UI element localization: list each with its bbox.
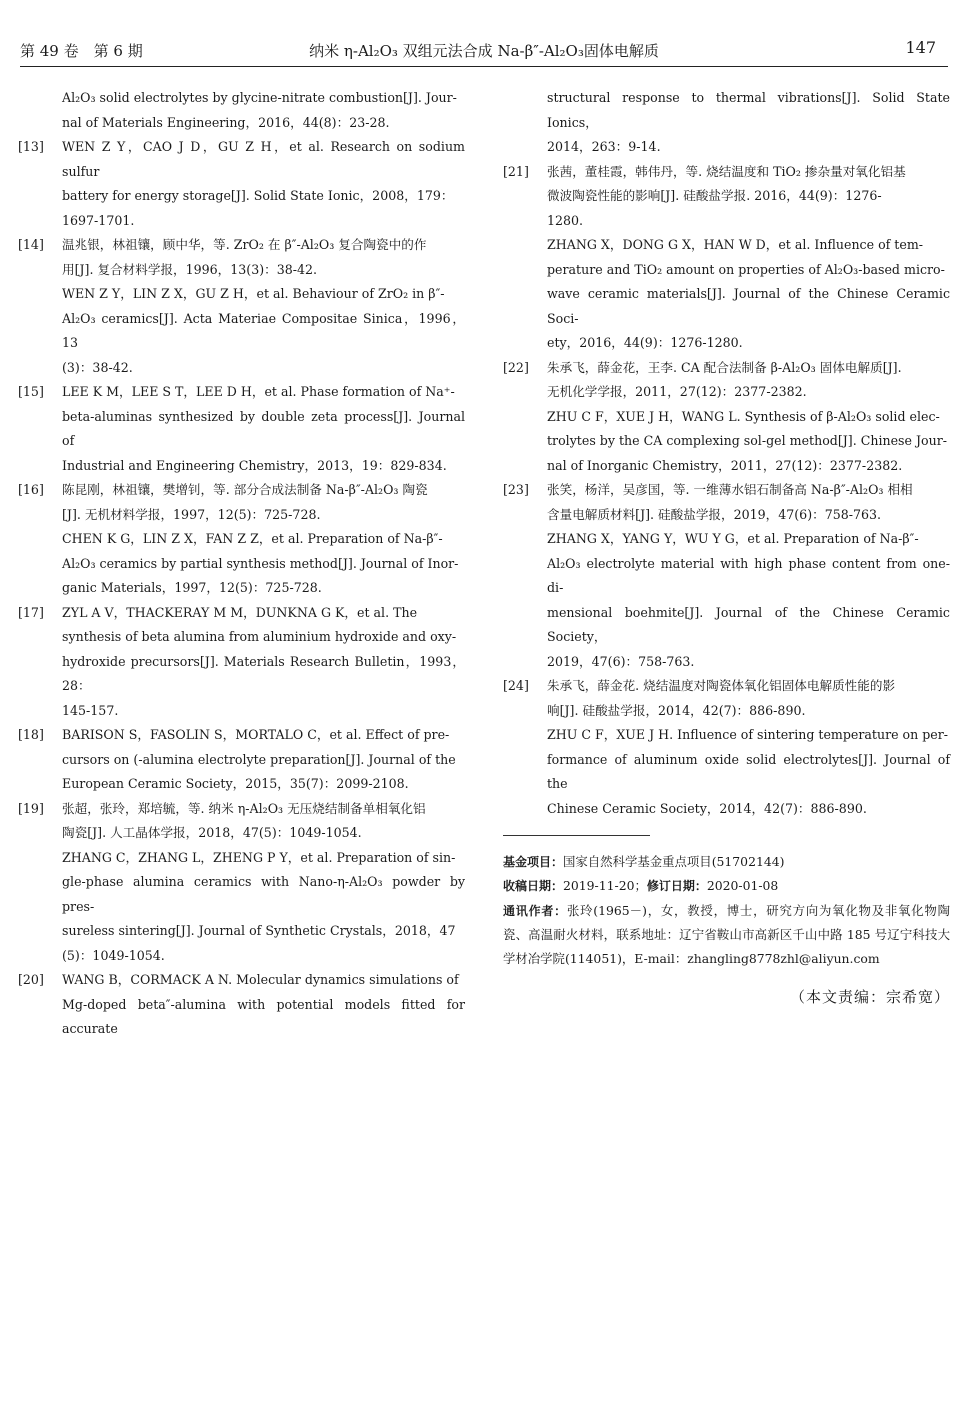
- reference-line: 145-157.: [62, 702, 119, 718]
- reference-list-right: [503, 86, 950, 821]
- reference-item: [18, 601, 465, 724]
- reference-line: hydroxide precursors[J]. Materials Research Bulletin，1993，28：: [62, 653, 465, 693]
- funding-label: 基金项目：: [503, 855, 564, 869]
- author-label: 通讯作者：: [503, 903, 567, 918]
- journal-volume-issue: 第 49 卷 第 6 期: [20, 42, 143, 60]
- page-number: 147: [905, 38, 936, 57]
- reference-line: 张笑，杨洋，吴彦国，等. 一维薄水铝石制备高 Na-β″-Al₂O₃ 相相: [547, 482, 913, 497]
- reference-line: ZHANG X，DONG G X，HAN W D，et al. Influence of tem-: [547, 237, 924, 252]
- author-note: [503, 899, 950, 972]
- reference-line: Al₂O₃ ceramics by partial synthesis method[J]. Journal of Inor-: [62, 555, 459, 571]
- reference-line: battery for energy storage[J]. Solid State Ionic，2008，179：: [62, 188, 454, 203]
- reference-number: [24]: [503, 678, 529, 693]
- reference-line: ZHANG X，YANG Y，WU Y G，et al. Preparation of Na-β″-: [547, 531, 919, 546]
- reference-line: (5)：1049-1054.: [62, 947, 165, 963]
- reference-line: synthesis of beta alumina from aluminium hydroxide and oxy-: [62, 629, 457, 644]
- reference-line: Chinese Ceramic Society，2014，42(7)：886-890.: [547, 800, 867, 816]
- reference-line: European Ceramic Society，2015，35(7)：2099-2108.: [62, 776, 409, 791]
- reference-number: [20]: [18, 972, 44, 987]
- received-label: 收稿日期：: [503, 879, 564, 894]
- reference-line: WANG B，CORMACK A N. Molecular dynamics simulations of: [62, 972, 459, 987]
- left-column: [18, 86, 465, 1042]
- reference-line: ganic Materials，1997，12(5)：725-728.: [62, 580, 322, 595]
- reference-item: [503, 674, 950, 821]
- reference-line: 张超，张玲，郑培毓，等. 纳米 η-Al₂O₃ 无压烧结制备单相氧化铝: [62, 800, 426, 816]
- reference-line: WEN Z Y，LIN Z X，GU Z H，et al. Behaviour of ZrO₂ in β″-: [62, 286, 445, 301]
- reference-number: [21]: [503, 163, 529, 179]
- page-header: [20, 36, 948, 67]
- reference-line: 陈昆刚，林祖镶，樊增钊，等. 部分合成法制备 Na-β″-Al₂O₃ 陶瓷: [62, 482, 428, 497]
- reference-line: 1697-1701.: [62, 212, 135, 228]
- reference-line: Al₂O₃ electrolyte material with high phase content from one-di-: [547, 555, 950, 595]
- reference-line: CHEN K G，LIN Z X，FAN Z Z，et al. Preparation of Na-β″-: [62, 531, 443, 546]
- reference-line: WEN Z Y，CAO J D，GU Z H，et al. Research on sodium sulfur: [62, 139, 465, 179]
- reference-number: [22]: [503, 359, 529, 375]
- reference-line: 朱承飞，薛金花，王李. CA 配合法制备 β-Al₂O₃ 固体电解质[J].: [547, 359, 902, 375]
- reference-line: cursors on (-alumina electrolyte preparation[J]. Journal of the: [62, 751, 456, 767]
- reference-line: ZHANG C，ZHANG L，ZHENG P Y，et al. Preparation of sin-: [62, 849, 456, 865]
- editor-note: （本文责编：宗希宽）: [789, 988, 950, 1007]
- reference-line: mensional boehmite[J]. Journal of the Chinese Ceramic Society，: [547, 604, 950, 644]
- reference-line: LEE K M，LEE S T，LEE D H，et al. Phase formation of Na⁺-: [62, 384, 455, 399]
- funding-note: [503, 850, 950, 874]
- reference-line: beta-aluminas synthesized by double zeta process[J]. Journal of: [62, 408, 465, 448]
- reference-line: Al₂O₃ ceramics[J]. Acta Materiae Compositae Sinica，1996，13: [62, 310, 465, 350]
- reference-line: 2014，263：9-14.: [547, 139, 661, 154]
- reference-number: [18]: [18, 727, 44, 742]
- reference-line: gle-phase alumina ceramics with Nano-η-Al₂O₃ powder by pres-: [62, 874, 465, 914]
- reference-line: Al₂O₃ solid electrolytes by glycine-nitrate combustion[J]. Jour-: [62, 90, 457, 105]
- reference-line: sureless sintering[J]. Journal of Synthetic Crystals，2018，47: [62, 923, 456, 938]
- footnote-divider: [503, 835, 650, 836]
- revised-date: 2020-01-08: [706, 878, 779, 894]
- reference-line: 微波陶瓷性能的影响[J]. 硅酸盐学报. 2016，44(9)：1276-: [547, 188, 882, 203]
- reference-item: [18, 797, 465, 969]
- reference-line: [J]. 无机材料学报，1997，12(5)：725-728.: [62, 506, 321, 522]
- reference-line: 温兆银，林祖镶，顾中华，等. ZrO₂ 在 β″-Al₂O₃ 复合陶瓷中的作: [62, 237, 427, 252]
- dates-note: [503, 874, 950, 898]
- funding-value: 国家自然科学基金重点项目(51702144): [563, 854, 785, 869]
- reference-line: 无机化学学报，2011，27(12)：2377-2382.: [547, 384, 807, 399]
- reference-line: Mg-doped beta″-alumina with potential models fitted for accurate: [62, 996, 465, 1036]
- reference-line: BARISON S，FASOLIN S，MORTALO C，et al. Effect of pre-: [62, 727, 450, 742]
- reference-line: 陶瓷[J]. 人工晶体学报，2018，47(5)：1049-1054.: [62, 825, 362, 840]
- reference-line: 张茜，董桂霞，韩伟丹，等. 烧结温度和 TiO₂ 掺杂量对氧化铝基: [547, 163, 906, 179]
- reference-line: Industrial and Engineering Chemistry，2013，19：829-834.: [62, 457, 447, 473]
- reference-line: structural response to thermal vibrations[J]. Solid State Ionics，: [547, 90, 950, 130]
- reference-item: [18, 723, 465, 797]
- reference-item: [18, 380, 465, 478]
- reference-line: ZHU C F，XUE J H，WANG L. Synthesis of β-Al₂O₃ solid elec-: [547, 408, 940, 424]
- reference-line: (3)：38-42.: [62, 359, 133, 375]
- reference-number: [19]: [18, 800, 44, 816]
- reference-line: 1280.: [547, 212, 584, 228]
- reference-line: ety，2016，44(9)：1276-1280.: [547, 335, 743, 350]
- running-title: 纳米 η-Al₂O₃ 双组元法合成 Na-β″-Al₂O₃固体电解质: [309, 42, 659, 60]
- author-value: 张玲(1965－)，女，教授，博士，研究方向为氧化物及非氧化物陶瓷、高温耐火材料，联系地址：辽宁省鞍山市高新区千山中路 185 号辽宁科技大学材冶学院(114051)，E-mail：zhangling8778zhl@aliyun.com: [503, 902, 950, 967]
- reference-line: perature and TiO₂ amount on properties of Al₂O₃-based micro-: [547, 261, 945, 277]
- reference-number: [14]: [18, 237, 44, 252]
- reference-line: 2019，47(6)：758-763.: [547, 653, 695, 669]
- reference-line: 朱承飞，薛金花. 烧结温度对陶瓷体氧化铝固体电解质性能的影: [547, 678, 896, 693]
- reference-item: [503, 86, 950, 160]
- reference-item: [18, 478, 465, 601]
- reference-item: [18, 135, 465, 233]
- reference-number: [17]: [18, 604, 44, 620]
- reference-number: [15]: [18, 384, 44, 399]
- reference-line: ZYL A V，THACKERAY M M，DUNKNA G K，et al. The: [62, 604, 418, 620]
- reference-line: 含量电解质材料[J]. 硅酸盐学报，2019，47(6)：758-763.: [547, 506, 882, 522]
- reference-item: [503, 160, 950, 356]
- reference-item: [503, 478, 950, 674]
- reference-line: wave ceramic materials[J]. Journal of the Chinese Ceramic Soci-: [547, 286, 950, 326]
- revised-label: 修订日期：: [646, 879, 707, 894]
- reference-line: nal of Inorganic Chemistry，2011，27(12)：2377-2382.: [547, 457, 903, 473]
- reference-line: ZHU C F，XUE J H. Influence of sintering temperature on per-: [547, 727, 949, 742]
- reference-number: [23]: [503, 482, 529, 497]
- reference-item: [503, 356, 950, 479]
- reference-number: [16]: [18, 482, 44, 497]
- reference-line: nal of Materials Engineering，2016，44(8)：23-28.: [62, 114, 390, 130]
- reference-line: 用[J]. 复合材料学报，1996，13(3)：38-42.: [62, 261, 318, 277]
- reference-line: 响[J]. 硅酸盐学报，2014，42(7)：886-890.: [547, 702, 806, 718]
- reference-item: [18, 86, 465, 135]
- right-column: [503, 86, 950, 1010]
- received-date: 2019-11-20；: [563, 878, 647, 894]
- reference-line: trolytes by the CA complexing sol-gel method[J]. Chinese Jour-: [547, 433, 947, 448]
- reference-item: [18, 233, 465, 380]
- reference-number: [13]: [18, 139, 44, 154]
- reference-line: formance of aluminum oxide solid electrolytes[J]. Journal of the: [547, 751, 950, 791]
- footnote-block: [503, 850, 950, 971]
- reference-item: [18, 968, 465, 1042]
